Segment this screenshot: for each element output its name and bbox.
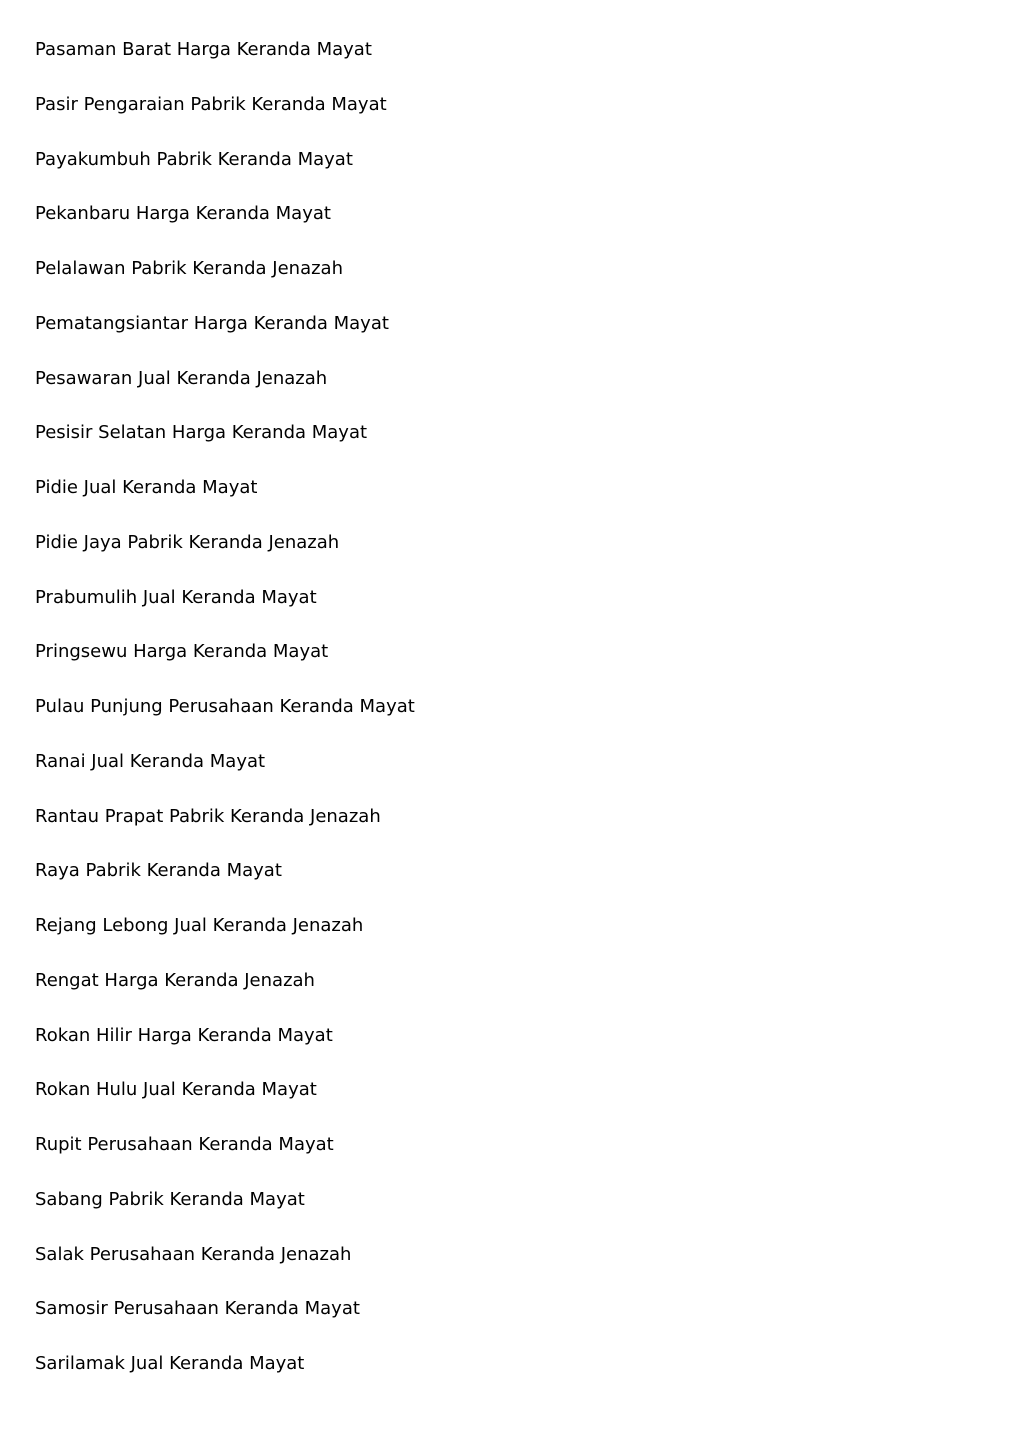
list-item: Sarilamak Jual Keranda Mayat [35,1353,305,1374]
list-item: Pasaman Barat Harga Keranda Mayat [35,39,372,60]
list-item: Pulau Punjung Perusahaan Keranda Mayat [35,696,415,717]
list-item: Pelalawan Pabrik Keranda Jenazah [35,258,343,279]
list-item: Pekanbaru Harga Keranda Mayat [35,203,331,225]
list-item: Rokan Hulu Jual Keranda Mayat [35,1079,317,1101]
list-item: Pringsewu Harga Keranda Mayat [35,641,329,663]
list-item: Raya Pabrik Keranda Mayat [35,860,282,882]
list-item: Pesawaran Jual Keranda Jenazah [35,367,328,389]
list-item: Rengat Harga Keranda Jenazah [35,969,315,991]
list-item: Pematangsiantar Harga Keranda Mayat [35,312,389,334]
list-item: Pidie Jaya Pabrik Keranda Jenazah [35,531,340,553]
list-item: Ranai Jual Keranda Mayat [35,750,266,772]
list-item: Rupit Perusahaan Keranda Mayat [35,1134,334,1155]
entry-list [35,36,415,1405]
list-item: Samosir Perusahaan Keranda Mayat [35,1298,360,1320]
list-item: Salak Perusahaan Keranda Jenazah [35,1243,352,1265]
list-item: Rantau Prapat Pabrik Keranda Jenazah [35,805,381,827]
list-item: Rejang Lebong Jual Keranda Jenazah [35,915,364,936]
list-item: Pidie Jual Keranda Mayat [35,477,258,498]
list-item: Rokan Hilir Harga Keranda Mayat [35,1024,333,1046]
list-item: Pasir Pengaraian Pabrik Keranda Mayat [35,93,387,115]
list-item: Sabang Pabrik Keranda Mayat [35,1188,305,1210]
list-item: Pesisir Selatan Harga Keranda Mayat [35,422,368,444]
list-item: Payakumbuh Pabrik Keranda Mayat [35,148,353,170]
list-item: Prabumulih Jual Keranda Mayat [35,586,317,608]
